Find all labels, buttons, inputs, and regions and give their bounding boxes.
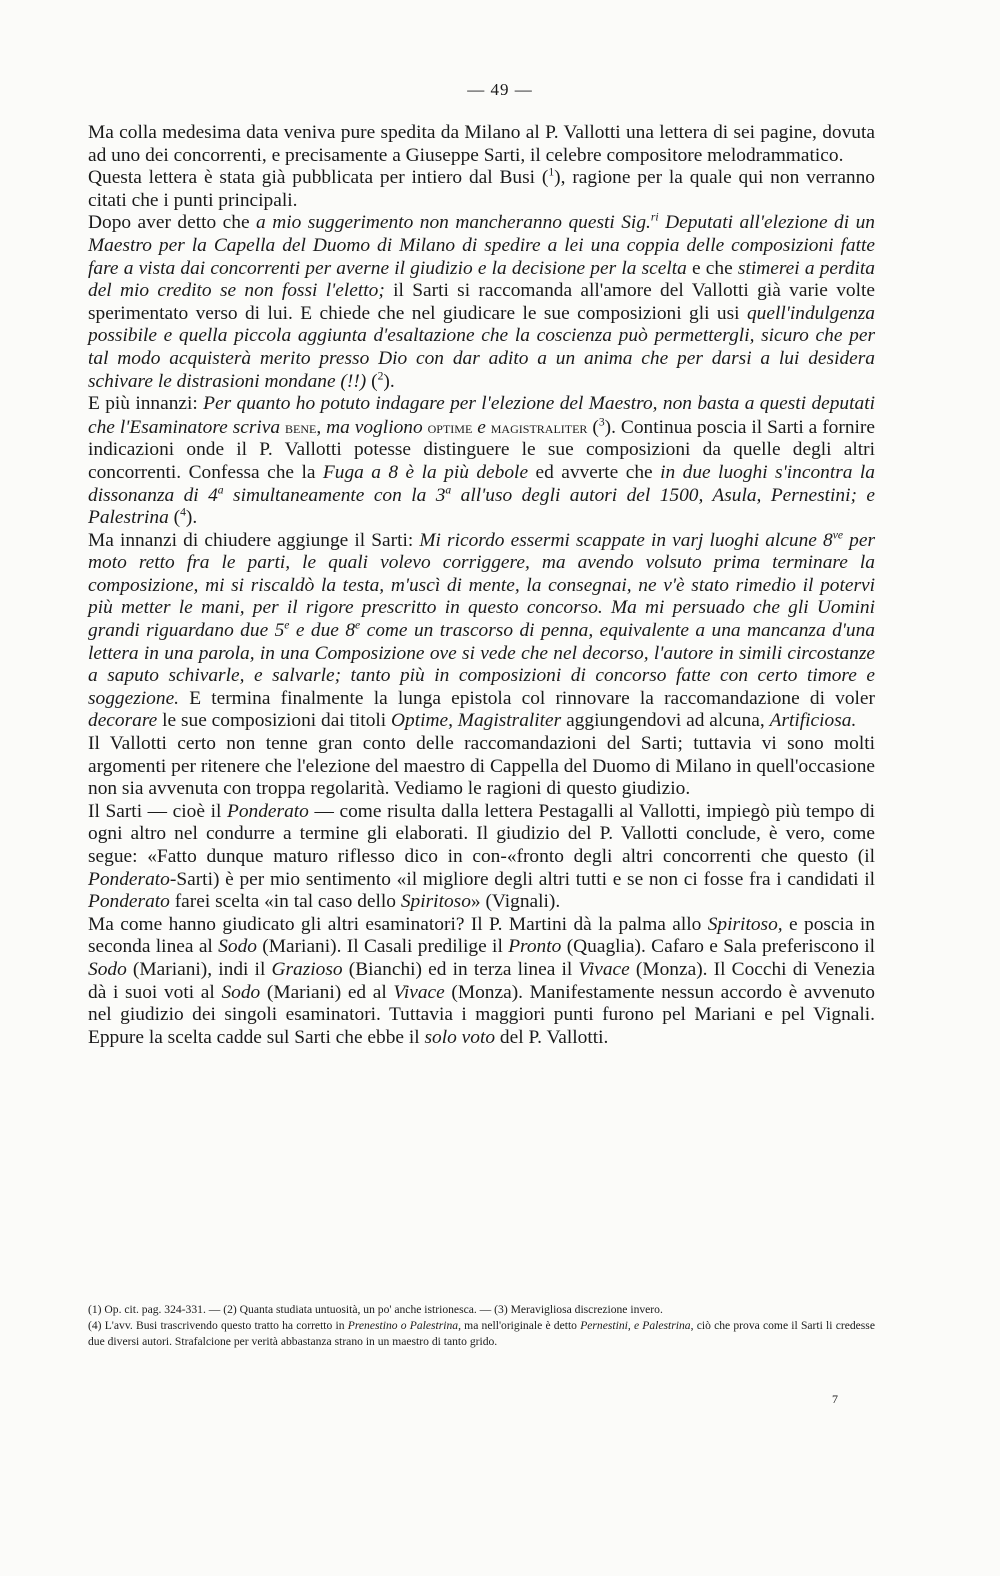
footnote: (4) L'avv. Busi trascrivendo questo tratto ha corretto in Prenestino o Palestrina, ma nell'originale è detto Pernestini, e Palestrina, ciò che prova come il Sarti li credesse due diversi autori. Strafalcione per verità abbastanza strano in un maestro di tanto grido. (88, 1319, 875, 1348)
paragraph: Ma come hanno giudicato gli altri esaminatori? Il P. Martini dà la palma allo Spiritoso, e poscia in seconda linea al Sodo (Mariani). Il Casali predilige il Pronto (Quaglia). Cafaro e Sala preferiscono il Sodo (Mariani), indi il Grazioso (Bianchi) ed in terza linea il Vivace (Monza). Il Cocchi di Venezia dà i suoi voti al Sodo (Mariani) ed al Vivace (Monza). Manifestamente nessun accordo è avvenuto nel giudizio dei singoli esaminatori. Tuttavia i maggiori punti furono pel Mariani e pel Vignali. Eppure la scelta cadde sul Sarti che ebbe il solo voto del P. Vallotti. (88, 913, 875, 1048)
page-number: — 49 — (467, 80, 533, 99)
paragraph: Il Sarti — cioè il Ponderato — come risulta dalla lettera Pestagalli al Vallotti, impiegò più tempo di ogni altro nel condurre a termine gli elaborati. Il giudizio del P. Vallotti conclude, è vero, come segue: «Fatto dunque maturo riflesso dico in con-«fronto degli altri concorrenti che questo (il Ponderato-Sarti) è per mio sentimento «il migliore degli altri tutti e se non ci fosse fra i candidati il Ponderato farei scelta «in tal caso dello Spiritoso» (Vignali). (88, 800, 875, 913)
paragraph: Ma innanzi di chiudere aggiunge il Sarti: Mi ricordo essermi scappate in varj luoghi alcune $8^{ve}$ per moto retto fra le parti, le quali volevo corriggere, ma avendo volsuto prima terminare la composizione, mi si riscaldò la testa, m'uscì di mente, la consegnai, ne v'è stato rimedio il potervi più metter le mani, per il rigore prescritto in questo concorso. Ma mi persuado che gli Uomini grandi riguardano due 5e e due 8e come un trascorso di penna, equivalente a una mancanza d'una lettera in una parola, in una Composizione ove si vede che nel decorso, l'autore in simili circostanze a saputo schivarle, e salvarle; tanto più in composizioni di concorso fatte con certo timore e soggezione. E termina finalmente la lunga epistola col rinnovare la raccomandazione di voler decorare le sue composizioni dai titoli Optime, Magistraliter aggiungendovi ad alcuna, Artificiosa. (88, 528, 875, 732)
paragraph: Dopo aver detto che a mio suggerimento non mancheranno questi Sig.$^{ri}$ Deputati all'elezione di un Maestro per la Capella del Duomo di Milano di spedire a lei una coppia delle composizioni fatte fare a vista dai concorrenti per averne il giudizio e la decisione per la scelta e che stimerei a perdita del mio credito se non fossi l'eletto; il Sarti si raccomanda all'amore del Vallotti già varie volte sperimentato verso di lui. E chiede che nel giudicare le sue composizioni gli usi quell'indulgenza possibile e quella piccola aggiunta d'esaltazione che la coscienza può permettergli, sicuro che per tal modo acquisterà merito presso Dio con dar adito a un anima che per darsi a lui desidera schivare le distrasioni mondane (!!) ($^2$). (88, 210, 876, 392)
paragraph: Ma colla medesima data veniva pure spedita da Milano al P. Vallotti una lettera di sei pagine, dovuta ad uno dei concorrenti, e precisamente a Giuseppe Sarti, il celebre compositore melodrammatico. (88, 122, 875, 166)
body-text (88, 122, 875, 1049)
paragraph: E più innanzi: Per quanto ho potuto indagare per l'elezione del Maestro, non basta a questi deputati che l'Esaminatore scriva bene, ma vogliono optime e magistraliter ($^3$). Continua poscia il Sarti a fornire indicazioni onde il P. Vallotti potesse distinguere le sue composizioni da quelle degli altri concorrenti. Confessa che la Fuga a 8 è la più debole ed avverte che in due luoghi s'incontra la dissonanza di 4$^a$ simultaneamente con la 3$^a$ all'uso degli autori del 1500, Asula, Pernestini; e Palestrina ($^4$). (88, 393, 875, 529)
footnote: (1) Op. cit. pag. 324-331. — (2) Quanta studiata untuosità, un po' anche istrionesca. — (3) Meravigliosa discrezione invero. (88, 1303, 663, 1316)
paragraph: Il Vallotti certo non tenne gran conto delle raccomandazioni del Sarti; tuttavia vi sono molti argomenti per ritenere che l'elezione del maestro di Cappella del Duomo di Milano in quell'occasione non sia avvenuta con troppa regolarità. Vediamo le ragioni di questo giudizio. (88, 733, 875, 800)
paragraph: Questa lettera è stata già pubblicata per intiero dal Busi ($^1$), ragione per la quale qui non verranno citati che i punti principali. (88, 165, 876, 211)
signature-mark: 7 (832, 1392, 838, 1406)
footnotes (88, 1302, 875, 1350)
